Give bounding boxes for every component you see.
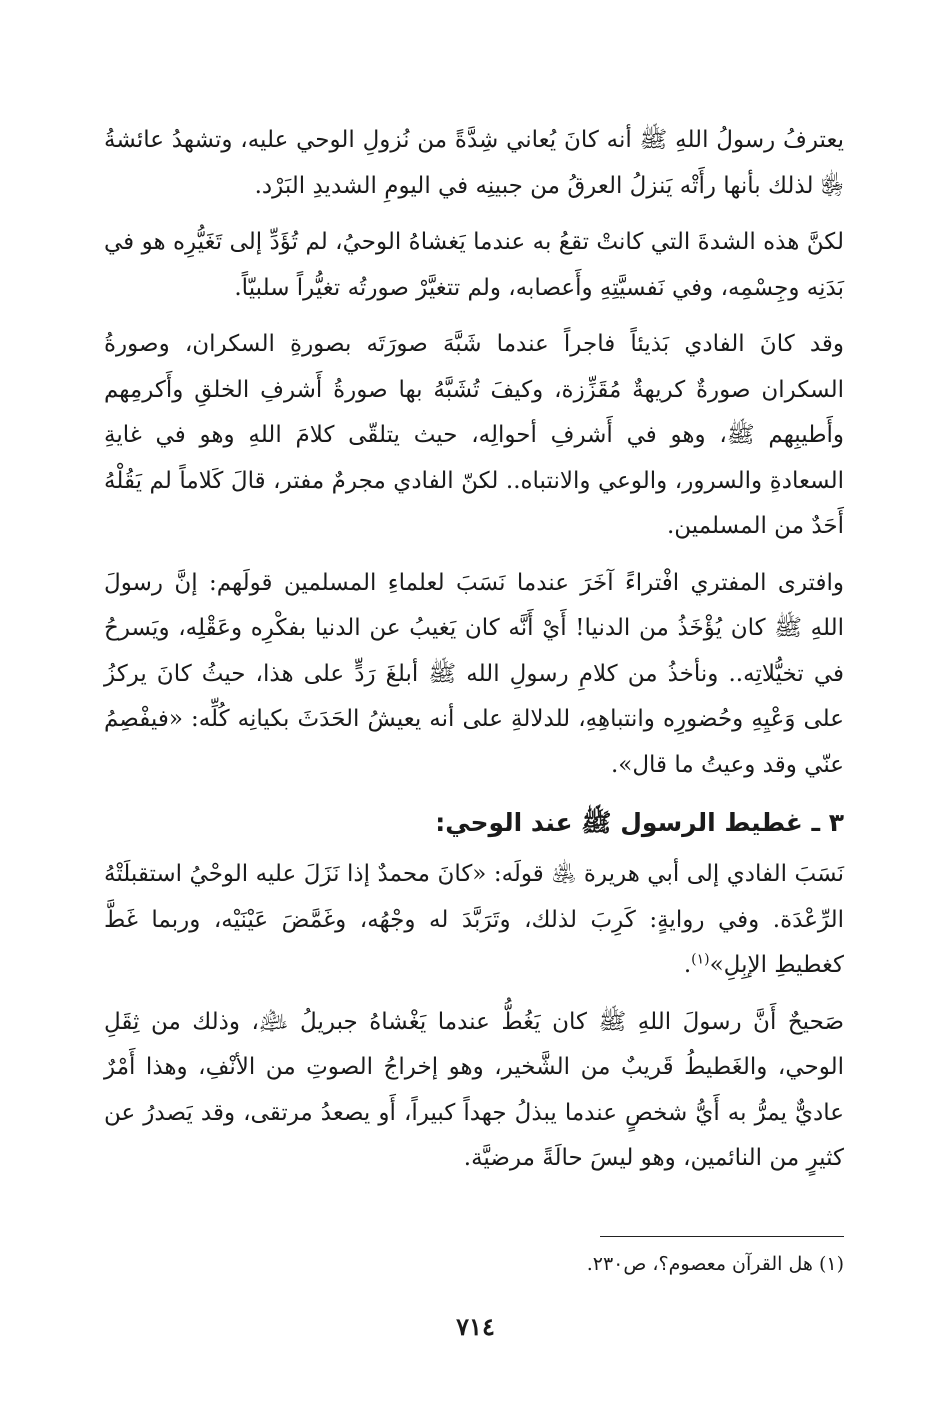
paragraph-2: لكنَّ هذه الشدةَ التي كانتْ تقعُ به عندما يَغشاهُ الوحيُ، لم تُؤَدِّ إلى تَغَيُّرِه هو في بَدَنِه وجِسْمِه، وفي نَفسيَّتِهِ وأَعصابه، ولم تتغيَّرْ صورتُه تغيُّراً سلبيّاً. [104, 229, 844, 301]
paragraph-4: وافترى المفتري افْتراءً آخَرَ عندما نَسَبَ لعلماءِ المسلمين قولَهم: إنَّ رسولَ اللهِ ﷺ كان يُؤْخَذُ من الدنيا! أَيْ أَنَّه كان يَغيبُ عن الدنيا بفكْرِه وعَقْلِه، ويَسرحُ في تخيُّلاتِه.. ونأخذُ من كلامِ رسولِ الله ﷺ أبلغَ رَدٍّ على هذا، حيثُ كانَ يركزُ على وَعْيِهِ وحُضورِه وانتباهِهِ، للدلالةِ على أنه يعيشُ الحَدَثَ بكيانِه كُلِّه: «فيفْصِمُ عنّي وقد وعيتُ ما قال». [104, 569, 844, 778]
footnote-reference: (١) [691, 951, 710, 968]
paragraph-1: يعترفُ رسولُ اللهِ ﷺ أنه كانَ يُعاني شِدَّةً من نُزولِ الوحي عليه، وتشهدُ عائشةُ ﵂ لذلك بأنها رأَتْه يَنزلُ العرقُ من جبينِه في اليومِ الشديدِ البَرْد. [104, 127, 844, 199]
footnote-divider [600, 1236, 844, 1237]
paragraph-6: صَحيحٌ أَنَّ رسولَ اللهِ ﷺ كان يَغُطُّ عندما يَغْشاهُ جبريلُ ﵇، وذلك من ثِقَلِ الوحي، والغَطيطُ قَريبٌ من الشَّخير، وهو إخراجُ الصوتِ من الأنْفِ، وهذا أَمْرٌ عاديٌّ يمرُّ به أَيُّ شخصٍ عندما يبذلُ جهداً كبيراً، أَو يصعدُ مرتقى، وقد يَصدرُ عن كثيرٍ من النائمين، وهو ليسَ حالَةً مرضيَّة. [104, 1008, 844, 1171]
paragraph-5-text: نَسَبَ الفادي إلى أبي هريرة ﵁ قولَه: «كانَ محمدٌ إذا نَزَلَ عليه الوحْيُ استقبلَتْهُ الرِّعْدَة. وفي روايةٍ: كَرِبَ لذلك، وتَرَبَّدَ له وجْهُه، وغَمَّضَ عَيْنَيْه، وربما غَطَّ كغطيطِ الإبِلِ» [104, 861, 844, 978]
footnote: (١) هل القرآن معصوم؟، ص٢٣٠. [586, 1253, 844, 1275]
paragraph-3: وقد كانَ الفادي بَذيئاً فاجراً عندما شَبَّهَ صورَتَه بصورةِ السكران، وصورةُ السكران صورةٌ كريهةٌ مُقَزِّزة، وكيفَ تُشَبَّهُ بها صورةُ أَشرفِ الخلقِ وأَكرمِهم وأَطيبِهم ﷺ، وهو في أَشرفِ أحوالِه، حيث يتلقّى كلامَ اللهِ وهو في غايةِ السعادةِ والسرور، والوعي والانتباه.. لكنّ الفادي مجرمٌ مفتر، قالَ كَلاماً لم يَقُلْهُ أَحَدٌ من المسلمين. [104, 331, 844, 539]
page-number: ٧١٤ [456, 1312, 495, 1341]
section-heading: ٣ ـ غطيط الرسول ﷺ عند الوحي: [435, 808, 844, 837]
paragraph-5 [104, 852, 844, 989]
paragraph-5-end: . [683, 952, 692, 978]
page-body [104, 118, 844, 1193]
